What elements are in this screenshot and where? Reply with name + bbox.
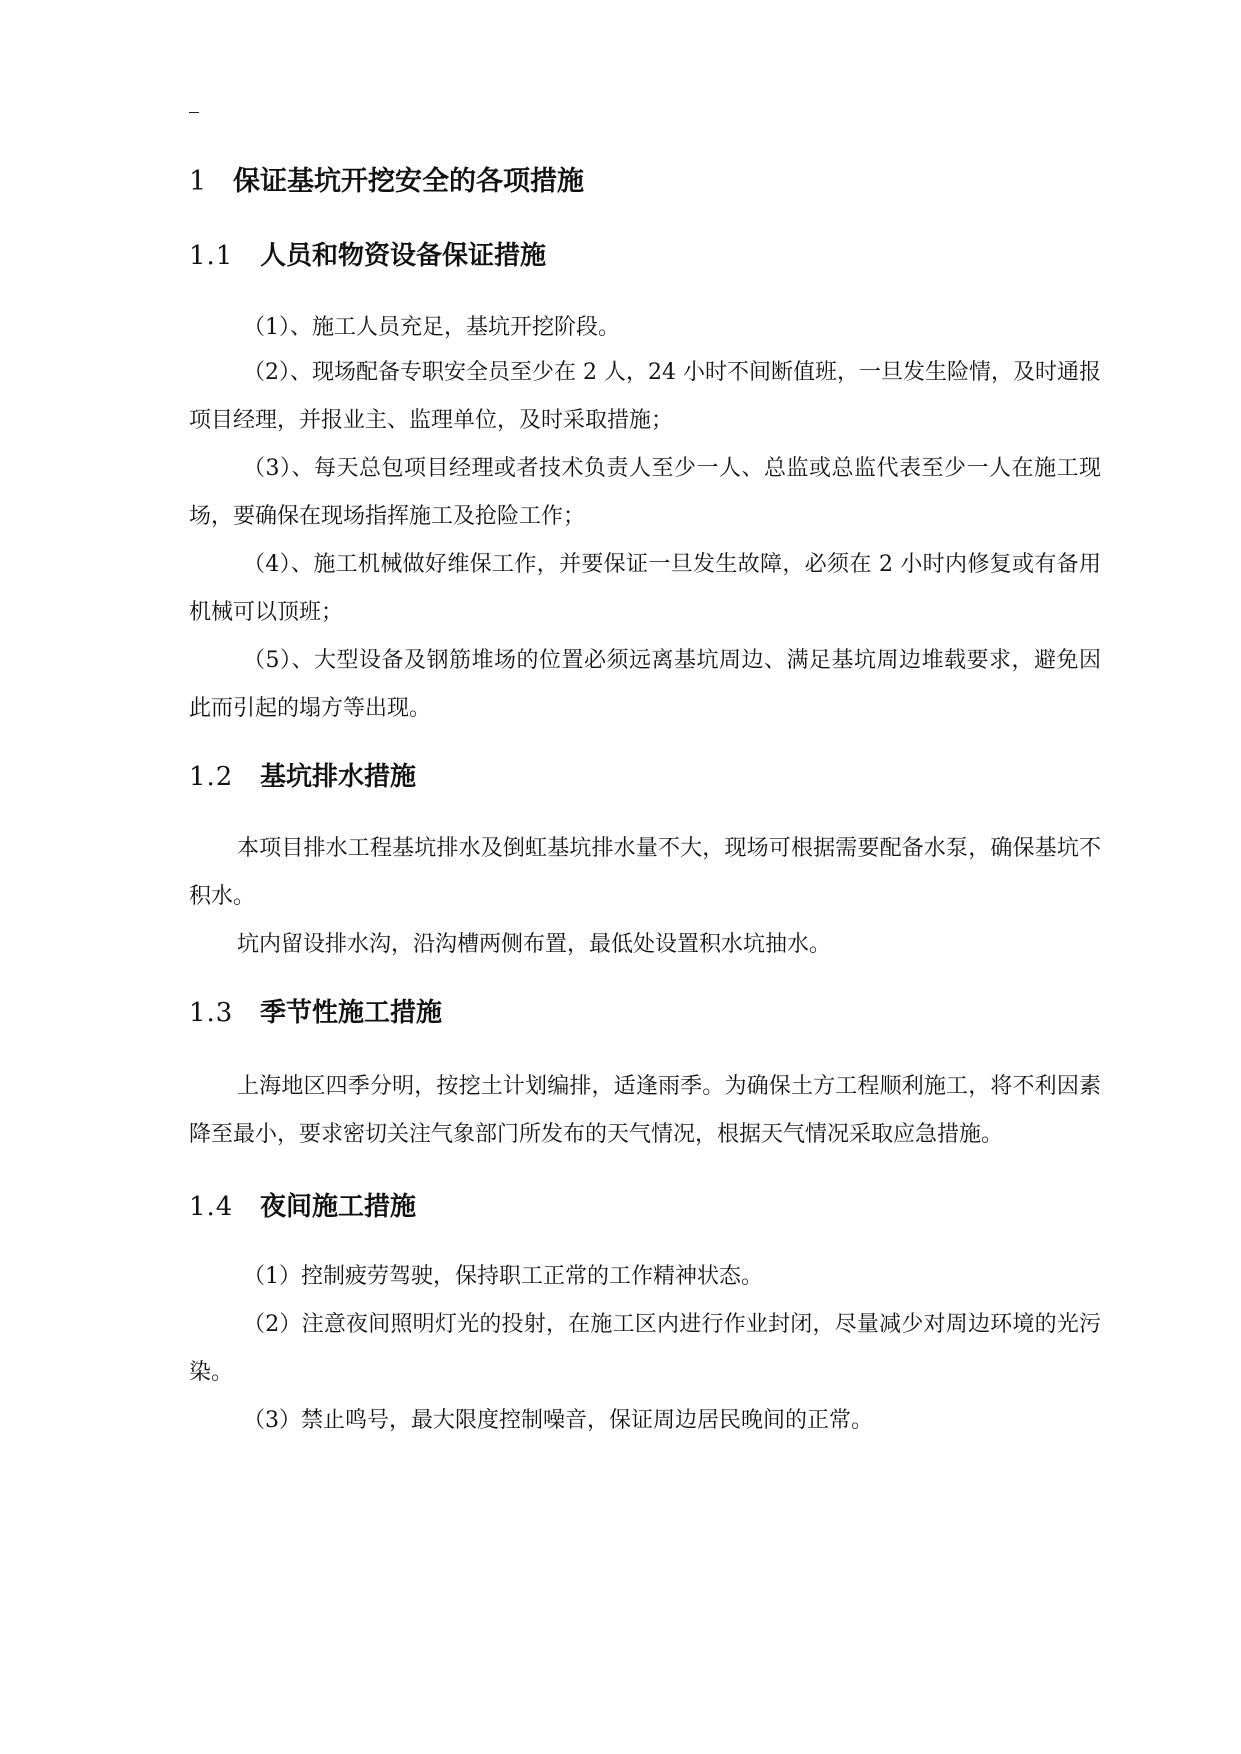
section-heading bbox=[189, 234, 1101, 278]
paragraph: （3）、每天总包项目经理或者技术负责人至少一人、总监或总监代表至少一人在施工现场，要确保在现场指挥施工及抢险工作； bbox=[189, 456, 1101, 529]
section-1-1 bbox=[189, 234, 1101, 733]
paragraph: （3）禁止鸣号，最大限度控制噪音，保证周边居民晚间的正常。 bbox=[243, 1408, 873, 1433]
section-number: 1.2 bbox=[189, 762, 234, 792]
paragraph: （1）、施工人员充足，基坑开挖阶段。 bbox=[243, 315, 620, 340]
header-mark bbox=[189, 112, 199, 113]
section-number: 1.1 bbox=[189, 241, 234, 271]
title-text: 保证基坑开挖安全的各项措施 bbox=[233, 166, 584, 197]
document-body bbox=[189, 160, 1101, 1445]
paragraph: （5）、大型设备及钢筋堆场的位置必须远离基坑周边、满足基坑周边堆载要求，避免因此而引起的塌方等出现。 bbox=[189, 648, 1101, 721]
section-heading bbox=[189, 1185, 1101, 1229]
section-1-4 bbox=[189, 1185, 1101, 1445]
paragraph: （1）控制疲劳驾驶，保持职工正常的工作精神状态。 bbox=[243, 1264, 763, 1289]
title-number: 1 bbox=[189, 166, 207, 197]
section-title: 基坑排水措施 bbox=[260, 762, 417, 792]
paragraph: 本项目排水工程基坑排水及倒虹基坑排水量不大，现场可根据需要配备水泵，确保基坑不积水。 bbox=[189, 836, 1101, 909]
section-title: 夜间施工措施 bbox=[260, 1192, 417, 1222]
section-heading bbox=[189, 755, 1101, 799]
document-title bbox=[189, 160, 1101, 204]
paragraph: （4）、施工机械做好维保工作，并要保证一旦发生故障，必须在 2 小时内修复或有备用机械可以顶班； bbox=[189, 552, 1101, 625]
section-heading bbox=[189, 991, 1101, 1035]
section-number: 1.3 bbox=[189, 998, 234, 1028]
paragraph: （2）注意夜间照明灯光的投射，在施工区内进行作业封闭，尽量减少对周边环境的光污染。 bbox=[189, 1312, 1101, 1385]
section-1-3 bbox=[189, 991, 1101, 1159]
section-1-2 bbox=[189, 755, 1101, 969]
paragraph: （2）、现场配备专职安全员至少在 2 人，24 小时不间断值班，一旦发生险情，及时通报项目经理，并报业主、监理单位，及时采取措施； bbox=[189, 360, 1101, 433]
paragraph: 上海地区四季分明，按挖土计划编排，适逢雨季。为确保土方工程顺利施工，将不利因素降至最小，要求密切关注气象部门所发布的天气情况，根据天气情况采取应急措施。 bbox=[189, 1074, 1101, 1147]
section-number: 1.4 bbox=[189, 1192, 234, 1222]
paragraph: 坑内留设排水沟，沿沟槽两侧布置，最低处设置积水坑抽水。 bbox=[237, 932, 832, 957]
section-title: 人员和物资设备保证措施 bbox=[260, 241, 547, 271]
section-title: 季节性施工措施 bbox=[260, 998, 443, 1028]
